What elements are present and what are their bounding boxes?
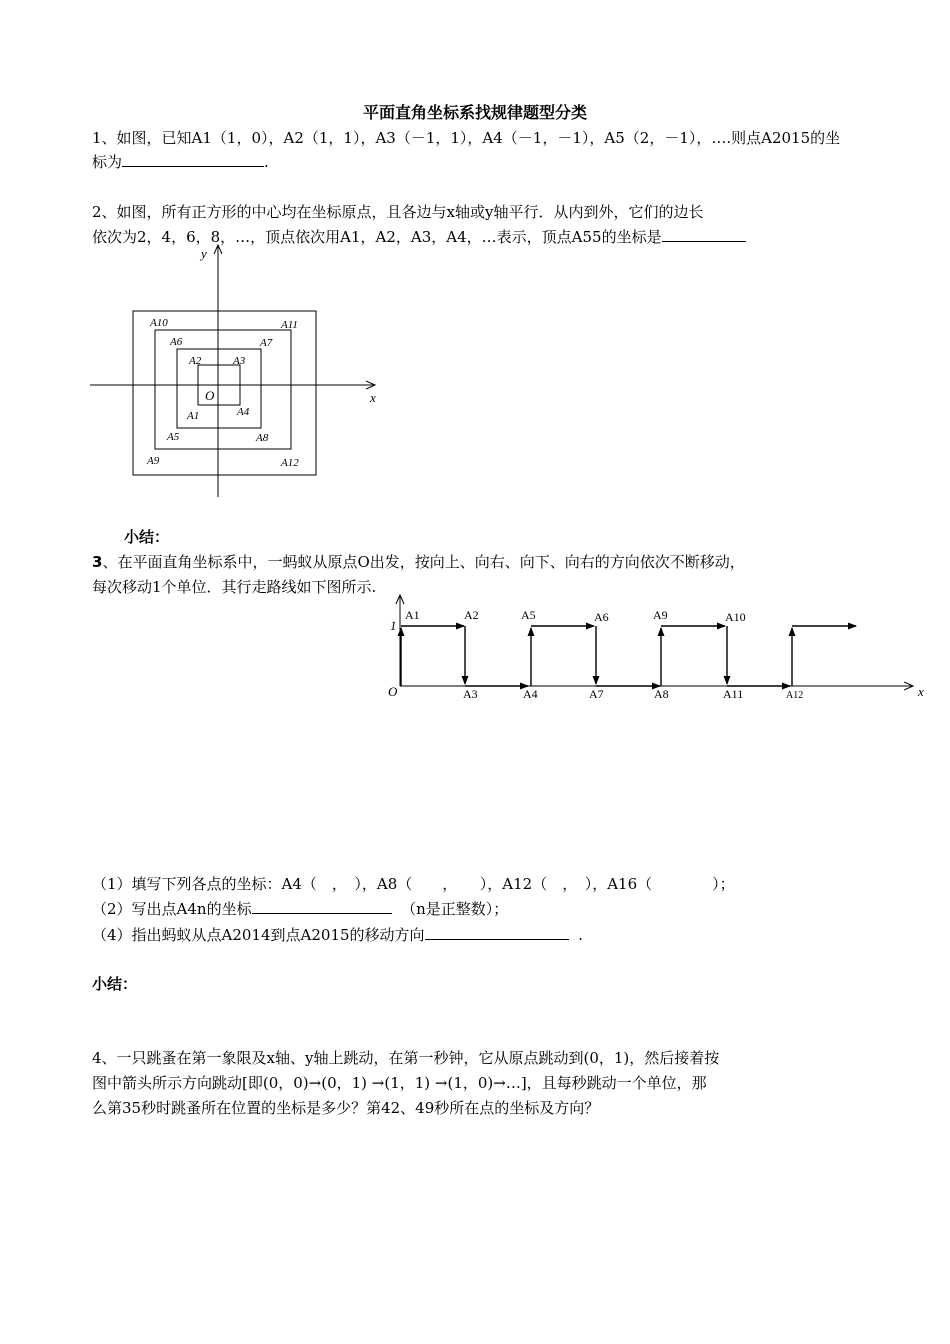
label-A2: A2 [189, 355, 202, 367]
path-label-A5: A5 [521, 608, 536, 622]
q4-line2: 图中箭头所示方向跳动[即(0，0)→(0，1) →(1，1) →(1，0)→…]，且每秒跳动一个单位，那 [92, 1074, 707, 1092]
q3-line2: 每次移动1个单位．其行走路线如下图所示. [92, 578, 377, 596]
label-A10: A10 [150, 317, 168, 329]
q2-squares-figure [84, 242, 394, 504]
q1-line2-end: . [264, 153, 269, 171]
path-label-A1: A1 [405, 608, 420, 622]
q2-line1: 2、如图，所有正方形的中心均在坐标原点，且各边与x轴或y轴平行．从内到外，它们的边长 [92, 203, 704, 221]
summary-1-label: 小结： [124, 528, 170, 546]
q2-y-label: y [201, 246, 207, 261]
path-label-A7: A7 [589, 687, 604, 701]
label-A6: A6 [170, 336, 183, 348]
label-A7: A7 [260, 337, 273, 349]
label-A12: A12 [281, 457, 299, 469]
path-label-A11: A11 [723, 687, 744, 701]
path-label-A10: A10 [725, 610, 746, 624]
q2-answer-blank[interactable] [662, 226, 746, 242]
q3-sub4-text: （4）指出蚂蚁从点A2014到点A2015的移动方向 [92, 926, 425, 944]
label-A4: A4 [237, 406, 250, 418]
ant-path [401, 626, 856, 686]
q3-sub4 [92, 924, 583, 946]
q3-line1 [92, 551, 745, 573]
path-label-A3: A3 [463, 687, 478, 701]
label-A5: A5 [167, 431, 180, 443]
path-label-A2: A2 [464, 608, 479, 622]
summary-2-label: 小结： [92, 975, 138, 993]
q3-origin-label: O [388, 684, 398, 699]
path-label-A9: A9 [653, 608, 668, 622]
label-A9: A9 [147, 455, 160, 467]
q3-tick-one: 1 [390, 618, 397, 633]
q3-sub2-text: （2）写出点A4n的坐标 [92, 900, 252, 918]
q3-sub1: （1）填写下列各点的坐标：A4（ ， ），A8（ ， ），A12（ ， ），A16（ ）； [92, 875, 735, 893]
square-4 [133, 311, 316, 475]
q2-origin-label: O [205, 388, 215, 403]
q3-number: 3 [92, 553, 103, 571]
q3-sub4-end: . [578, 926, 583, 944]
path-label-A6: A6 [594, 610, 609, 624]
q1-line2 [92, 151, 269, 173]
q3-sub4-blank[interactable] [425, 924, 569, 940]
q3-sub2-end: （n是正整数）； [401, 900, 509, 918]
q1-line2-text: 标为 [92, 153, 123, 171]
path-label-A4: A4 [523, 687, 538, 701]
label-A11: A11 [281, 319, 298, 331]
page-title: 平面直角坐标系找规律题型分类 [362, 103, 587, 122]
q3-path-figure [380, 590, 935, 705]
label-A1: A1 [187, 410, 200, 422]
q3-line1-text: 、在平面直角坐标系中，一蚂蚁从原点O出发，按向上、向右、向下、向右的方向依次不断移动， [102, 553, 745, 571]
q3-sub2 [92, 898, 508, 920]
q1-answer-blank[interactable] [122, 151, 264, 167]
path-label-A8: A8 [654, 687, 669, 701]
label-A3: A3 [233, 355, 246, 367]
q3-sub2-blank[interactable] [252, 898, 392, 914]
path-label-A12: A12 [786, 690, 804, 701]
q2-x-label: x [370, 390, 376, 405]
label-A8: A8 [256, 432, 269, 444]
q4-line3: 么第35秒时跳蚤所在位置的坐标是多少？第42、49秒所在点的坐标及方向？ [92, 1099, 600, 1117]
q4-line1: 4、一只跳蚤在第一象限及x轴、y轴上跳动，在第一秒钟，它从原点跳动到(0，1)，然后接着按 [92, 1049, 720, 1067]
q1-line1: 1、如图，已知A1（1，0），A2（1，1），A3（－1，1），A4（－1，－1），A5（2，－1），….则点A2015的坐 [92, 129, 841, 147]
q2-line2-text: 依次为2，4，6，8，…，顶点依次用A1，A2，A3，A4，…表示，顶点A55的坐标是 [92, 228, 662, 246]
q3-x-label: x [918, 684, 924, 699]
